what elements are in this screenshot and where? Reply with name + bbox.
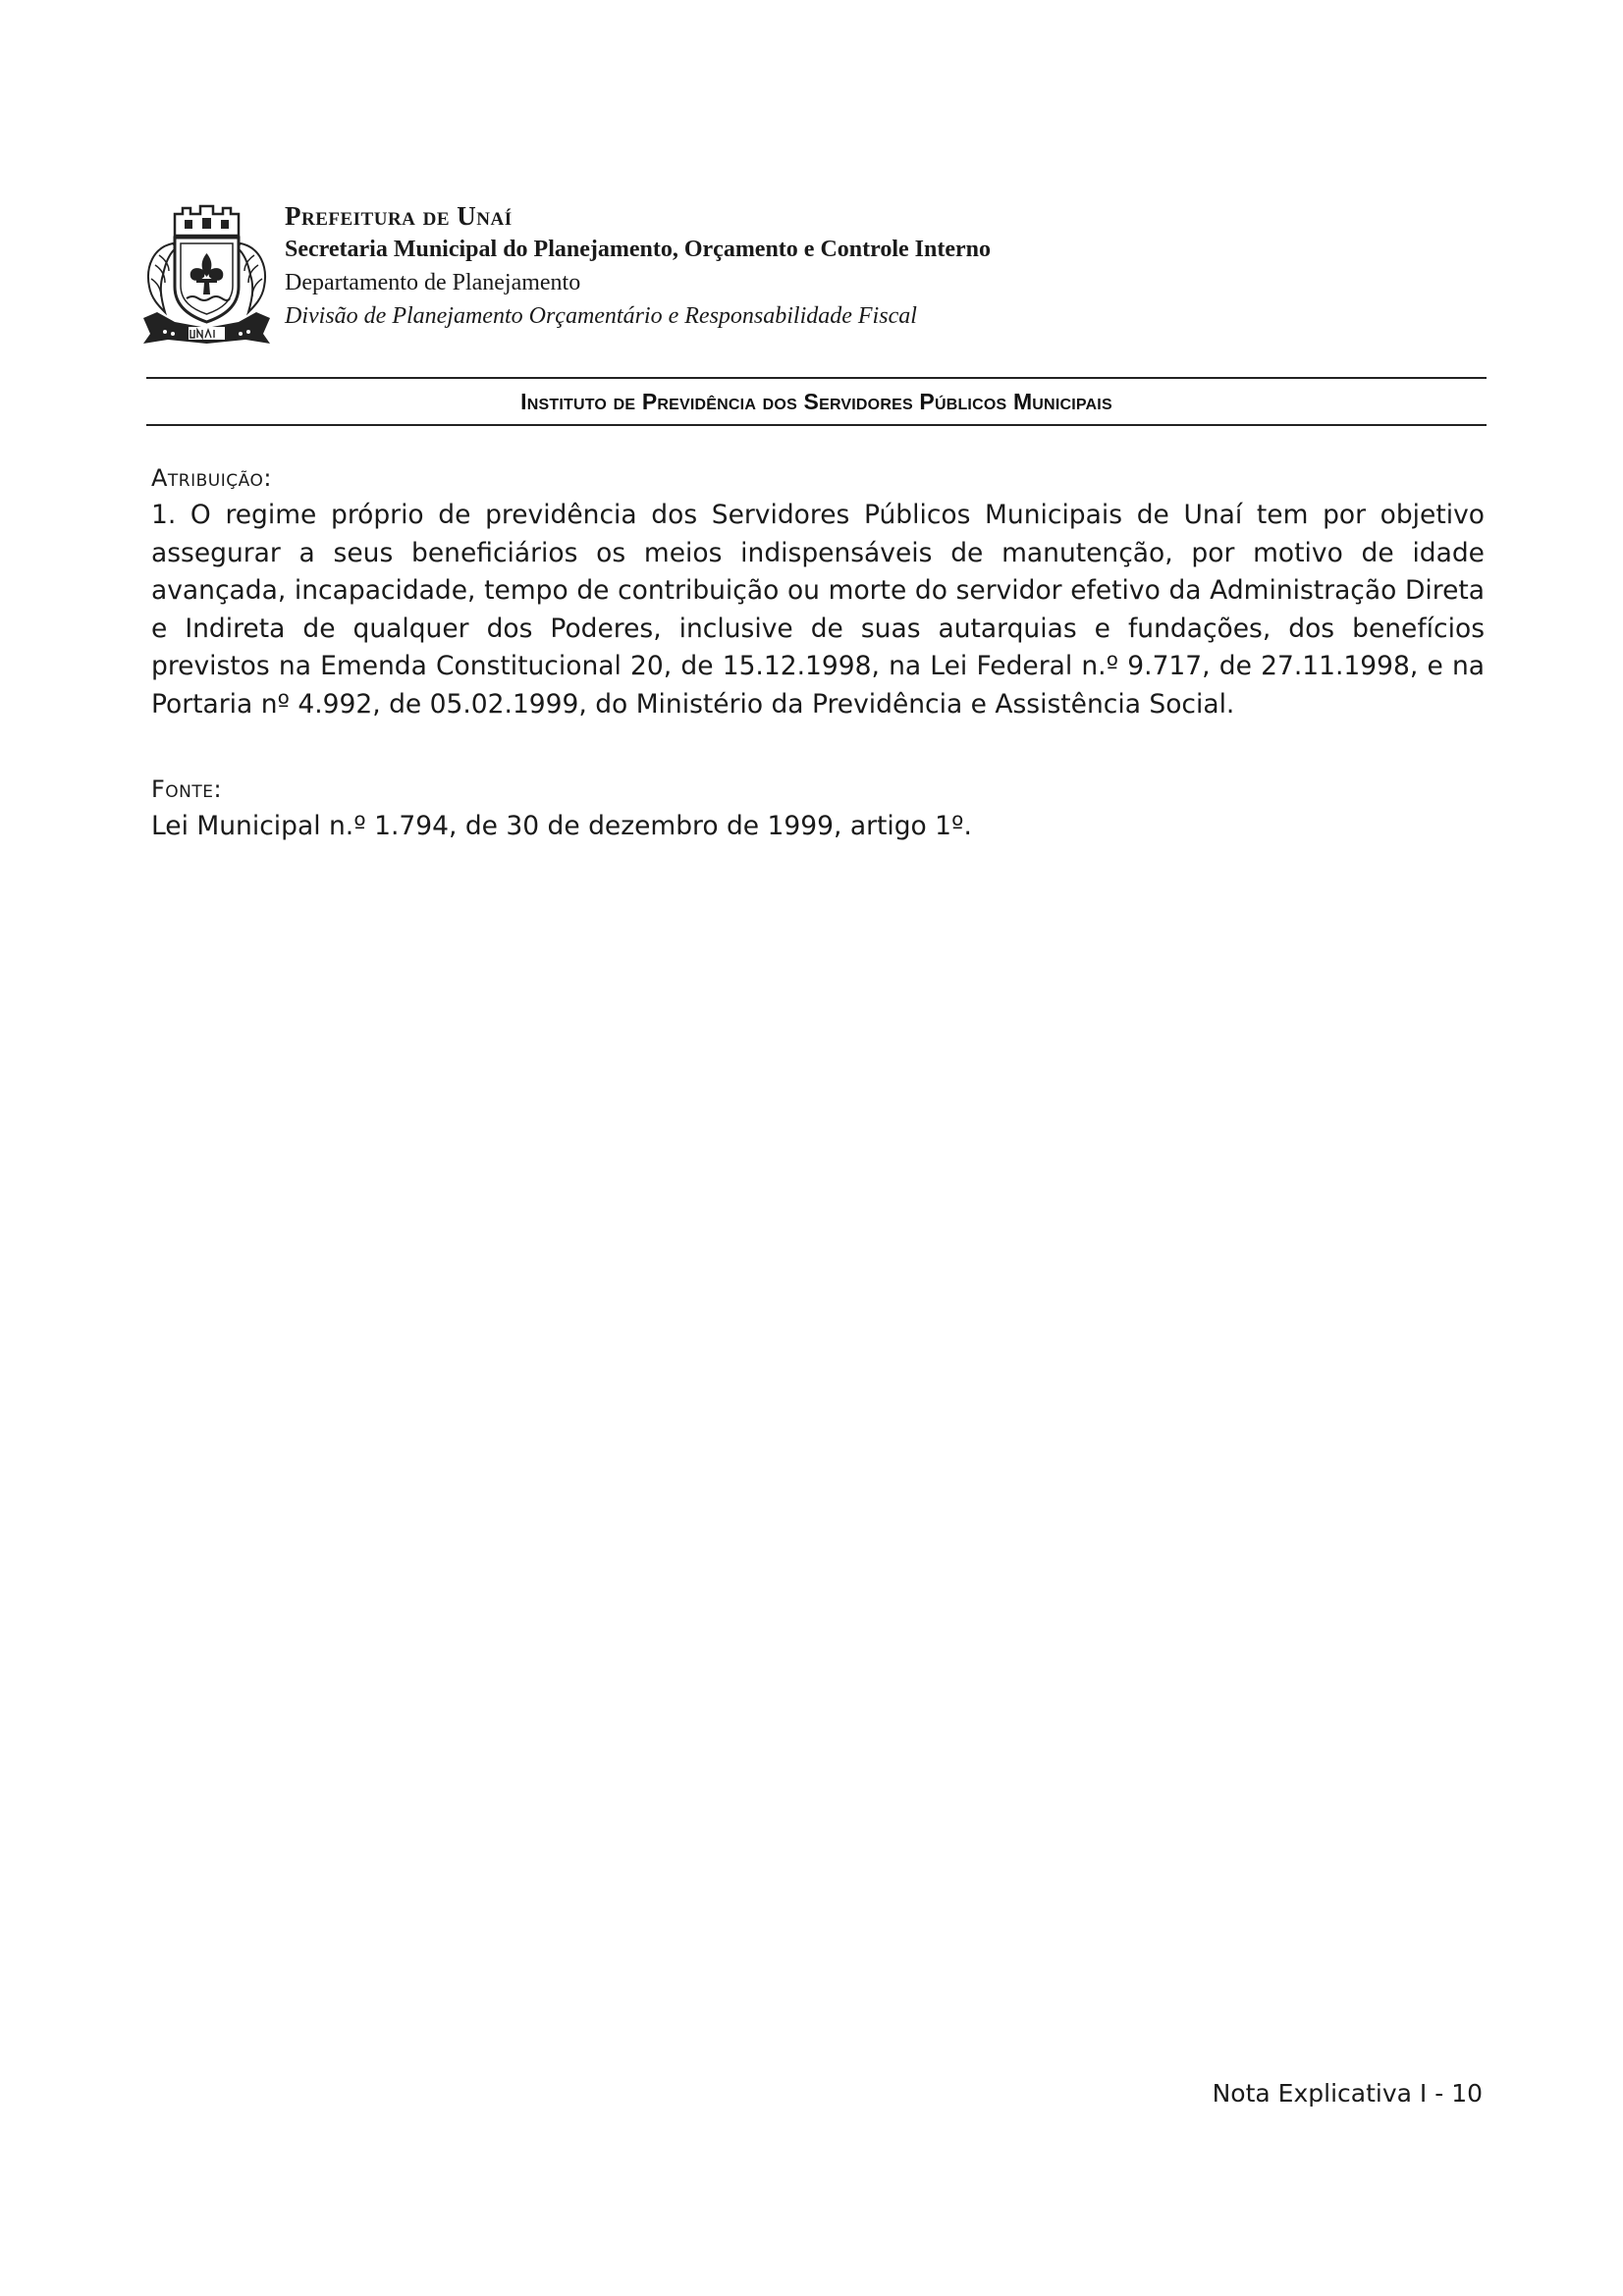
fonte-text: Lei Municipal n.º 1.794, de 30 de dezembro de 1999, artigo 1º. bbox=[151, 811, 972, 841]
fonte-section bbox=[151, 771, 1485, 846]
document-title: Instituto de Previdência dos Servidores Públicos Municipais bbox=[520, 388, 1112, 414]
atribuicao-label: Atribuição: bbox=[151, 464, 272, 492]
departamento-name: Departamento de Planejamento bbox=[285, 270, 581, 295]
atribuicao-text: 1. O regime próprio de previdência dos Servidores Públicos Municipais de Unaí tem por objetivo assegurar a seus beneficiários os meios indispensáveis de manutenção, por motivo de idade avançada, incapacidade, tempo de contribuição ou morte do servidor efetivo da Administração Direta e Indireta de qualquer dos Poderes, inclusive de suas autarquias e fundações, dos benefícios previstos na Emenda Constitucional 20, de 15.12.1998, na Lei Federal n.º 9.717, de 27.11.1998, e na Portaria nº 4.992, de 05.02.1999, do Ministério da Previdência e Assistência Social. bbox=[151, 500, 1485, 720]
title-band bbox=[146, 377, 1487, 426]
fonte-label: Fonte: bbox=[151, 775, 223, 803]
divisao-name: Divisão de Planejamento Orçamentário e Responsabilidade Fiscal bbox=[285, 303, 917, 329]
organization-name: Prefeitura de Unaí bbox=[285, 201, 513, 231]
letterhead-text bbox=[285, 196, 1365, 333]
secretaria-name: Secretaria Municipal do Planejamento, Orçamento e Controle Interno bbox=[285, 237, 991, 262]
page-footer: Nota Explicativa I - 10 bbox=[1212, 2079, 1483, 2108]
coat-of-arms-icon bbox=[135, 196, 278, 348]
letterhead bbox=[135, 196, 1490, 353]
atribuicao-section bbox=[151, 459, 1485, 724]
